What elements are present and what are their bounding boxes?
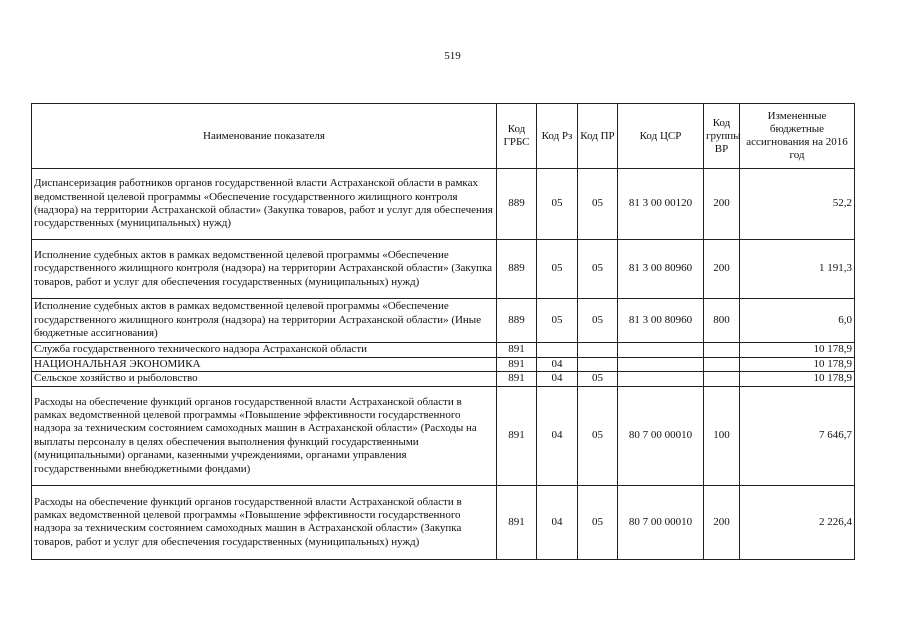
row-vr: 200: [704, 240, 740, 299]
table-row: [32, 343, 855, 358]
row-vr: [704, 358, 740, 372]
header-grbs: Код ГРБС: [497, 104, 537, 169]
row-rz: [537, 343, 578, 358]
header-csr: Код ЦСР: [618, 104, 704, 169]
row-name: Расходы на обеспечение функций органов государственной власти Астраханской области в рамках ведомственной целевой программы «Повышение эффективности государственного надзора за техническим состоянием самоходных машин в Астраханской области» (Закупка товаров, работ и услуг для обеспечения государственных (муниципальных) нужд): [32, 485, 497, 559]
header-vr: Код группы ВР: [704, 104, 740, 169]
row-csr: 81 3 00 80960: [618, 240, 704, 299]
row-pr: 05: [578, 169, 618, 240]
row-vr: 200: [704, 169, 740, 240]
row-csr: [618, 358, 704, 372]
row-rz: 05: [537, 299, 578, 343]
row-sum: 1 191,3: [740, 240, 855, 299]
row-name: Диспансеризация работников органов государственной власти Астраханской области в рамках ведомственной целевой программы «Обеспечение государственного жилищного контроля (надзора) на территории Астраханской области» (Закупка товаров, работ и услуг для обеспечения государственных (муниципальных) нужд): [32, 169, 497, 240]
row-name: Расходы на обеспечение функций органов государственной власти Астраханской области в рамках ведомственной целевой программы «Повышение эффективности государственного надзора за техническим состоянием самоходных машин в Астраханской области» (Расходы на выплаты персоналу в целях обеспечения выполнения функций государственными (муниципальными) органами, казенными учреждениями, органами управления государственными внебюджетными фондами): [32, 386, 497, 485]
row-name: Исполнение судебных актов в рамках ведомственной целевой программы «Обеспечение государственного жилищного контроля (надзора) на территории Астраханской области» (Закупка товаров, работ и услуг для обеспечения государственных (муниципальных) нужд): [32, 240, 497, 299]
row-grbs: 891: [497, 343, 537, 358]
row-grbs: 891: [497, 386, 537, 485]
row-grbs: 891: [497, 358, 537, 372]
row-sum: 7 646,7: [740, 386, 855, 485]
header-pr: Код ПР: [578, 104, 618, 169]
page-number: 519: [444, 50, 461, 62]
row-name: Служба государственного технического надзора Астраханской области: [32, 343, 497, 358]
table-row: [32, 299, 855, 343]
row-pr: 05: [578, 372, 618, 386]
header-name: Наименование показателя: [32, 104, 497, 169]
row-grbs: 889: [497, 240, 537, 299]
row-rz: 04: [537, 372, 578, 386]
row-vr: [704, 343, 740, 358]
row-name: НАЦИОНАЛЬНАЯ ЭКОНОМИКА: [32, 358, 497, 372]
header-rz: Код Рз: [537, 104, 578, 169]
row-sum: 10 178,9: [740, 372, 855, 386]
row-csr: 80 7 00 00010: [618, 485, 704, 559]
row-vr: [704, 372, 740, 386]
row-name: Сельское хозяйство и рыболовство: [32, 372, 497, 386]
table-row: [32, 240, 855, 299]
row-grbs: 891: [497, 485, 537, 559]
row-csr: 80 7 00 00010: [618, 386, 704, 485]
row-sum: 6,0: [740, 299, 855, 343]
row-sum: 2 226,4: [740, 485, 855, 559]
row-rz: 04: [537, 386, 578, 485]
row-rz: 05: [537, 169, 578, 240]
row-csr: 81 3 00 00120: [618, 169, 704, 240]
row-grbs: 889: [497, 299, 537, 343]
row-csr: 81 3 00 80960: [618, 299, 704, 343]
row-pr: [578, 358, 618, 372]
table-row: [32, 485, 855, 559]
header-sum: Измененные бюджетные ассигнования на 2016 год: [740, 104, 855, 169]
table-row: [32, 372, 855, 386]
row-rz: 05: [537, 240, 578, 299]
row-grbs: 891: [497, 372, 537, 386]
row-vr: 800: [704, 299, 740, 343]
row-vr: 200: [704, 485, 740, 559]
row-sum: 52,2: [740, 169, 855, 240]
row-csr: [618, 343, 704, 358]
row-vr: 100: [704, 386, 740, 485]
row-rz: 04: [537, 358, 578, 372]
row-sum: 10 178,9: [740, 343, 855, 358]
budget-table: [31, 103, 855, 560]
table-row: [32, 358, 855, 372]
row-pr: [578, 343, 618, 358]
table-row: [32, 386, 855, 485]
row-rz: 04: [537, 485, 578, 559]
row-name: Исполнение судебных актов в рамках ведомственной целевой программы «Обеспечение государственного жилищного контроля (надзора) на территории Астраханской области» (Иные бюджетные ассигнования): [32, 299, 497, 343]
row-pr: 05: [578, 386, 618, 485]
row-grbs: 889: [497, 169, 537, 240]
row-pr: 05: [578, 299, 618, 343]
row-pr: 05: [578, 485, 618, 559]
table-row: [32, 169, 855, 240]
row-csr: [618, 372, 704, 386]
row-sum: 10 178,9: [740, 358, 855, 372]
row-pr: 05: [578, 240, 618, 299]
table-header-row: [32, 104, 855, 169]
